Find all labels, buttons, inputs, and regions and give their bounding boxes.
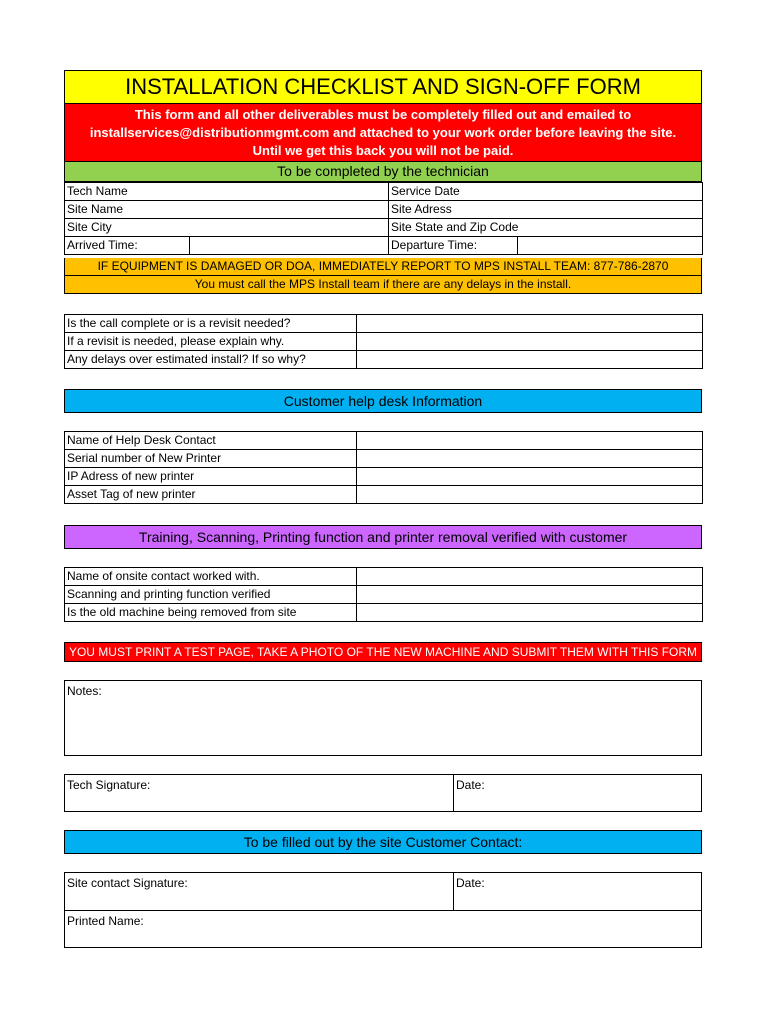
table-row xyxy=(65,219,703,237)
scan-print-verified-label: Scanning and printing function verified xyxy=(65,586,357,604)
notes-label: Notes: xyxy=(67,684,102,698)
table-row xyxy=(65,486,703,504)
old-machine-removed-field[interactable] xyxy=(357,604,703,622)
onsite-contact-field[interactable] xyxy=(357,568,703,586)
helpdesk-section-header: Customer help desk Information xyxy=(64,389,702,413)
departure-time-label: Departure Time: xyxy=(389,237,518,255)
asset-tag-field[interactable] xyxy=(357,486,703,504)
customer-section-header: To be filled out by the site Customer Contact: xyxy=(64,830,702,854)
printed-name-label: Printed Name: xyxy=(67,914,144,928)
table-row xyxy=(65,604,703,622)
departure-time-field[interactable] xyxy=(518,237,703,255)
site-city-field[interactable]: Site City xyxy=(65,219,389,237)
form-title: INSTALLATION CHECKLIST AND SIGN-OFF FORM xyxy=(64,70,702,104)
revisit-reason-question: If a revisit is needed, please explain why. xyxy=(65,333,357,351)
site-name-field[interactable]: Site Name xyxy=(65,201,389,219)
arrived-time-label: Arrived Time: xyxy=(65,237,190,255)
arrived-time-field[interactable] xyxy=(190,237,389,255)
site-address-field[interactable]: Site Adress xyxy=(389,201,703,219)
notice-line-1: This form and all other deliverables must be completely filled out and emailed to xyxy=(134,107,632,122)
table-row xyxy=(65,351,703,369)
customer-signoff-box xyxy=(64,872,702,948)
site-state-zip-field[interactable]: Site State and Zip Code xyxy=(389,219,703,237)
call-complete-answer[interactable] xyxy=(357,315,703,333)
delay-call-warning: You must call the MPS Install team if there are any delays in the install. xyxy=(64,276,702,294)
table-row xyxy=(65,586,703,604)
tech-signature-row xyxy=(64,774,702,812)
training-table xyxy=(64,567,703,622)
table-row xyxy=(65,237,703,255)
notice-line-3: Until we get this back you will not be paid. xyxy=(252,143,514,158)
site-signature-label: Site contact Signature: xyxy=(67,876,188,890)
serial-number-field[interactable] xyxy=(357,450,703,468)
install-delay-answer[interactable] xyxy=(357,351,703,369)
tech-date-field[interactable] xyxy=(454,775,701,811)
helpdesk-table xyxy=(64,431,703,504)
table-row xyxy=(65,183,703,201)
submission-notice xyxy=(64,104,702,162)
notice-line-2: installservices@distributionmgmt.com and attached to your work order before leaving the site. xyxy=(89,125,677,140)
site-signature-row xyxy=(65,873,701,911)
asset-tag-label: Asset Tag of new printer xyxy=(65,486,357,504)
site-date-field[interactable] xyxy=(454,873,701,910)
serial-number-label: Serial number of New Printer xyxy=(65,450,357,468)
notes-box[interactable] xyxy=(64,680,702,756)
technician-fields-table xyxy=(64,182,703,255)
install-delay-question: Any delays over estimated install? If so why? xyxy=(65,351,357,369)
onsite-contact-label: Name of onsite contact worked with. xyxy=(65,568,357,586)
ip-address-field[interactable] xyxy=(357,468,703,486)
damaged-equipment-warning: IF EQUIPMENT IS DAMAGED OR DOA, IMMEDIATELY REPORT TO MPS INSTALL TEAM: 877-786-2870 xyxy=(64,258,702,276)
site-date-label: Date: xyxy=(456,876,485,890)
table-row xyxy=(65,432,703,450)
call-status-table xyxy=(64,314,703,369)
scan-print-verified-field[interactable] xyxy=(357,586,703,604)
table-row xyxy=(65,568,703,586)
tech-signature-label: Tech Signature: xyxy=(67,778,151,792)
tech-signature-field[interactable] xyxy=(65,775,454,811)
revisit-reason-answer[interactable] xyxy=(357,333,703,351)
helpdesk-contact-label: Name of Help Desk Contact xyxy=(65,432,357,450)
service-date-field[interactable]: Service Date xyxy=(389,183,703,201)
printed-name-field[interactable] xyxy=(65,911,701,948)
site-signature-field[interactable] xyxy=(65,873,454,910)
table-row xyxy=(65,333,703,351)
helpdesk-contact-field[interactable] xyxy=(357,432,703,450)
ip-address-label: IP Adress of new printer xyxy=(65,468,357,486)
training-section-header: Training, Scanning, Printing function and printer removal verified with customer xyxy=(64,525,702,549)
tech-name-field[interactable]: Tech Name xyxy=(65,183,389,201)
table-row xyxy=(65,315,703,333)
table-row xyxy=(65,468,703,486)
call-complete-question: Is the call complete or is a revisit needed? xyxy=(65,315,357,333)
test-page-notice: YOU MUST PRINT A TEST PAGE, TAKE A PHOTO OF THE NEW MACHINE AND SUBMIT THEM WITH THIS FORM xyxy=(64,642,702,662)
table-row xyxy=(65,450,703,468)
old-machine-removed-label: Is the old machine being removed from site xyxy=(65,604,357,622)
tech-date-label: Date: xyxy=(456,778,485,792)
technician-section-header: To be completed by the technician xyxy=(64,162,702,182)
table-row xyxy=(65,201,703,219)
